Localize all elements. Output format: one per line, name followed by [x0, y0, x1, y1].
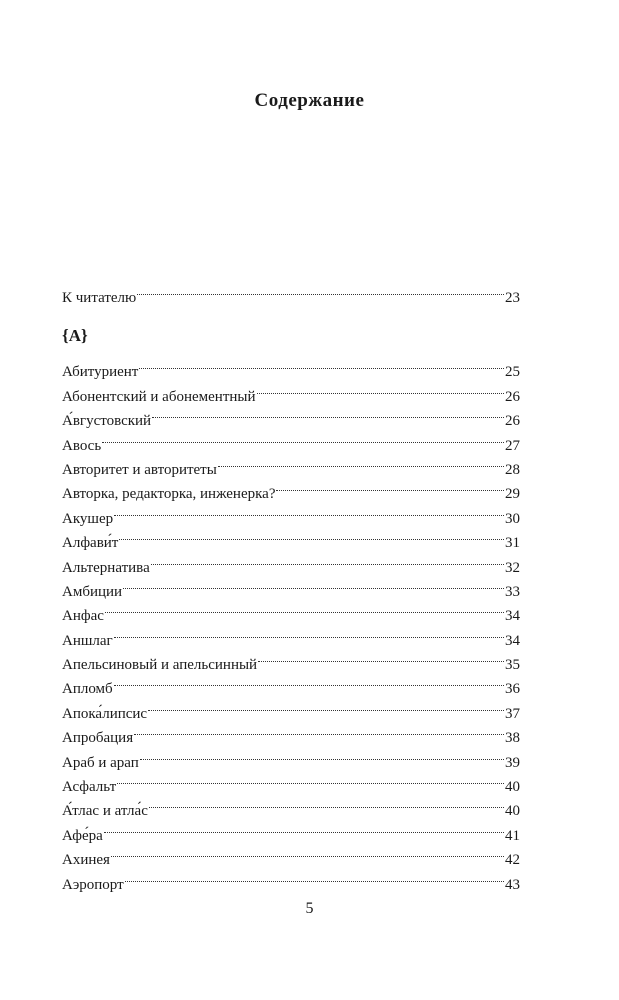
toc-page-number: 42 [505, 852, 520, 869]
toc-page-number: 25 [505, 364, 520, 381]
toc-row[interactable] [62, 596, 520, 625]
toc-leader-dots [123, 572, 504, 596]
toc-label: Авторка, редакторка, инженерка? [62, 486, 276, 503]
toc-page-number: 29 [505, 486, 520, 503]
toc-page-number: 40 [505, 803, 520, 820]
toc-label: Аэропорт [62, 876, 124, 893]
toc-page-number: 35 [505, 657, 520, 674]
toc-page-number: 30 [505, 510, 520, 527]
toc-label: Анфас [62, 608, 104, 625]
toc-leader-dots [119, 523, 504, 547]
toc-leader-dots [114, 620, 504, 644]
toc-leader-dots [258, 645, 504, 669]
toc-leader-dots [114, 669, 504, 693]
toc-page-number: 28 [505, 461, 520, 478]
toc-row[interactable] [62, 693, 520, 722]
toc-leader-dots [148, 693, 504, 717]
toc-page-number: 36 [505, 681, 520, 698]
toc-page-number: 34 [505, 632, 520, 649]
toc-row[interactable] [62, 791, 520, 820]
toc-row[interactable] [62, 767, 520, 796]
toc-page-number: 31 [505, 535, 520, 552]
toc-page-number: 26 [505, 388, 520, 405]
toc-label: Абитуриент [62, 364, 139, 381]
toc-leader-dots [125, 864, 504, 888]
toc-row-intro[interactable] [62, 278, 520, 307]
toc-leader-dots [152, 401, 504, 425]
toc-leader-dots [137, 278, 504, 302]
toc-row[interactable] [62, 840, 520, 869]
toc-label: А́вгустовский [62, 413, 152, 430]
toc-label: Апельсиновый и апельсинный [62, 657, 258, 674]
section-heading-a: {A} [62, 326, 88, 345]
toc-page-number: 41 [505, 827, 520, 844]
toc-leader-dots [105, 596, 504, 620]
toc-label: Апробация [62, 730, 134, 747]
toc-label: Апломб [62, 681, 113, 698]
toc-leader-dots [276, 474, 504, 498]
toc-page-number: 39 [505, 754, 520, 771]
toc-intro [62, 278, 520, 307]
toc-leader-dots [117, 767, 504, 791]
toc-row[interactable] [62, 645, 520, 674]
toc-page-number: 38 [505, 730, 520, 747]
toc-label: Алфави́т [62, 535, 119, 552]
toc-page-number: 32 [505, 559, 520, 576]
toc-page-number: 34 [505, 608, 520, 625]
toc-row[interactable] [62, 669, 520, 698]
toc-label: Аншлаг [62, 632, 113, 649]
toc-row[interactable] [62, 572, 520, 600]
toc-leader-dots [134, 718, 504, 742]
toc-leader-dots [111, 840, 504, 864]
toc-label: Авторитет и авторитеты [62, 461, 217, 478]
toc-page-number: 37 [505, 705, 520, 722]
toc-entries-list [62, 352, 520, 893]
toc-label: Альтернатива [62, 559, 150, 576]
toc-label: Ахинея [62, 852, 110, 869]
toc-leader-dots [149, 791, 504, 815]
toc-label: Асфальт [62, 779, 117, 796]
toc-label: Авось [62, 437, 102, 454]
page-number: 5 [305, 900, 314, 917]
toc-leader-dots [114, 498, 504, 522]
toc-label: Араб и арап [62, 754, 139, 771]
toc-row[interactable] [62, 620, 520, 649]
toc-row[interactable] [62, 425, 520, 454]
page-title: Содержание [254, 90, 365, 111]
toc-label: А́тлас и атла́с [62, 803, 148, 820]
toc-page-number: 26 [505, 413, 520, 430]
toc-page-number: 23 [505, 290, 520, 307]
toc-label: Акушер [62, 510, 114, 527]
toc-row[interactable] [62, 450, 520, 478]
toc-label: Амбиции [62, 583, 123, 600]
toc-leader-dots [151, 547, 504, 571]
toc-label: Апока́липсис [62, 705, 148, 722]
toc-leader-dots [257, 376, 504, 400]
toc-page-number: 40 [505, 779, 520, 796]
toc-row[interactable] [62, 815, 520, 844]
toc-row[interactable] [62, 523, 520, 552]
toc-leader-dots [102, 425, 504, 449]
toc-page-number: 27 [505, 437, 520, 454]
toc-row[interactable] [62, 864, 520, 893]
toc-leader-dots [104, 815, 504, 839]
toc-page-number: 33 [505, 583, 520, 600]
toc-leader-dots [139, 352, 504, 376]
toc-label: Абонентский и абонементный [62, 388, 256, 405]
toc-row[interactable] [62, 547, 520, 576]
toc-label: К читателю [62, 290, 137, 307]
toc-leader-dots [218, 450, 504, 474]
toc-leader-dots [140, 742, 504, 766]
toc-label: Афе́ра [62, 827, 103, 844]
toc-page-number: 43 [505, 876, 520, 893]
toc-row[interactable] [62, 352, 520, 381]
toc-row[interactable] [62, 498, 520, 527]
